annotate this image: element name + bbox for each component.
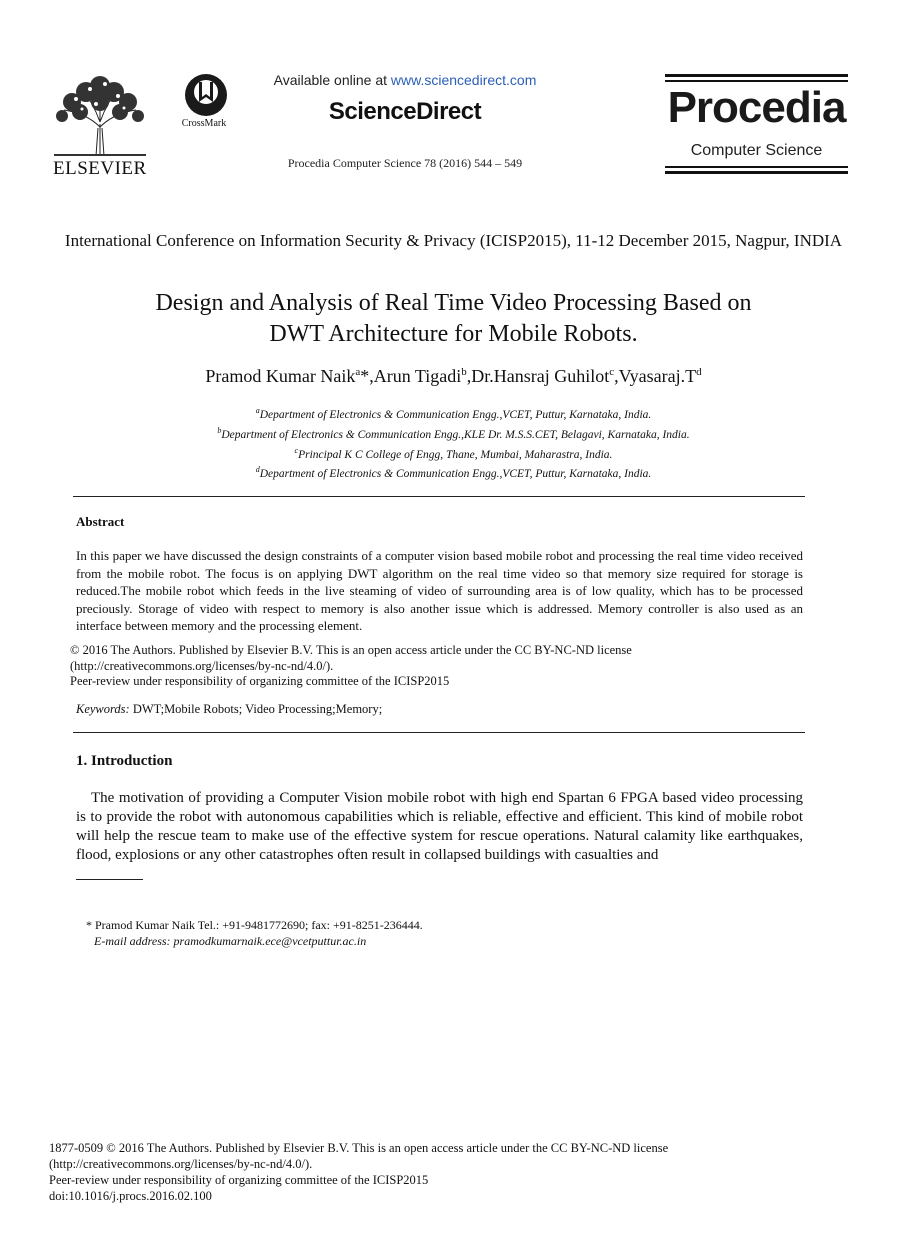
footer-license-link[interactable]: (http://creativecommons.org/licenses/by-nc-nd/4.0/). <box>49 1157 313 1171</box>
author-name: Pramod Kumar Naik <box>205 366 356 386</box>
conference-line: International Conference on Information Security & Privacy (ICISP2015), 11-12 December 2015, Nagpur, INDIA <box>64 231 843 250</box>
elsevier-wordmark: ELSEVIER <box>53 158 147 179</box>
section-heading: 1. Introduction <box>76 753 173 769</box>
procedia-name: Procedia <box>667 83 846 132</box>
footer-license: 1877-0509 © 2016 The Authors. Published by Elsevier B.V. This is an open access article under the CC BY-NC-ND license <box>49 1141 669 1155</box>
author-separator: , <box>614 366 619 386</box>
elsevier-tree-icon <box>50 72 150 158</box>
available-online <box>240 72 570 88</box>
abstract-heading: Abstract <box>76 514 125 529</box>
author-name: Vyasaraj.T <box>618 366 697 386</box>
keywords-label: Keywords: <box>76 702 130 716</box>
author-affil-sup: c <box>609 366 615 378</box>
affiliation-sup: b <box>217 425 222 435</box>
masthead <box>240 72 570 171</box>
procedia-logo <box>665 74 848 176</box>
footnote-contact: * Pramod Kumar Naik Tel.: +91-9481772690; fax: +91-8251-236444. <box>86 918 423 932</box>
keywords <box>76 702 803 717</box>
author-affil-sup: b <box>461 366 467 378</box>
procedia-rule-top-2 <box>665 80 848 82</box>
affiliation-text: Principal K C College of Engg, Thane, Mumbai, Maharastra, India. <box>298 448 613 461</box>
footnote-rule <box>76 879 143 880</box>
copyright-footer <box>49 1140 829 1204</box>
procedia-rule-top-1 <box>665 74 848 77</box>
affiliation-text: Department of Electronics & Communication Engg.,KLE Dr. M.S.S.CET, Belagavi, Karnataka, India. <box>221 428 690 441</box>
author-affil-sup: d <box>696 366 702 378</box>
corresponding-mark: * <box>360 366 370 386</box>
introduction-text: The motivation of providing a Computer Vision mobile robot with high end Spartan 6 FPGA based video processing is to provide the robot with autonomous capabilities which is reliable, effective and efficient. This kind of mobile robot will help the rescue team to make use of the effective system for rescue operations. Natural calamity like earthquakes, flood, explosions or any other catastrophes often result in collapsed buildings with casualties and <box>76 790 803 863</box>
footer-doi[interactable]: doi:10.1016/j.procs.2016.02.100 <box>49 1189 212 1203</box>
footnote-email <box>86 933 806 949</box>
title-line-2: DWT Architecture for Mobile Robots. <box>269 321 638 347</box>
peer-review-line: Peer-review under responsibility of organizing committee of the ICISP2015 <box>70 674 450 688</box>
footer-peer-review: Peer-review under responsibility of organizing committee of the ICISP2015 <box>49 1173 429 1187</box>
journal-citation: Procedia Computer Science 78 (2016) 544 – 549 <box>287 156 523 170</box>
author-list <box>60 366 847 387</box>
affiliation-list <box>60 403 847 482</box>
author-affil-sup: a <box>355 366 361 378</box>
divider-bottom <box>73 732 805 733</box>
license-block <box>70 643 810 690</box>
license-link[interactable]: (http://creativecommons.org/licenses/by-nc-nd/4.0/). <box>70 658 334 673</box>
sciencedirect-wordmark: ScienceDirect <box>328 98 482 125</box>
footnote <box>86 917 806 949</box>
affiliation-item <box>60 462 847 482</box>
procedia-rule-bottom-1 <box>665 166 848 168</box>
affiliation-item <box>60 403 847 423</box>
crossmark-label: CrossMark <box>181 118 227 129</box>
email-address[interactable]: pramodkumarnaik.ece@vcetputtur.ac.in <box>170 934 367 948</box>
sciencedirect-link[interactable]: www.sciencedirect.com <box>390 72 537 88</box>
procedia-rule-bottom-2 <box>665 171 848 174</box>
crossmark-icon <box>182 72 230 118</box>
abstract-text: In this paper we have discussed the design constraints of a computer vision based mobile robot and processing the real time video received from the mobile robot. The focus is on applying DWT algorithm on the real time video so that memory size required for storage is reduced.The mobile robot which feeds in the live steaming of video of surrounding area is of low quality, which has to be processed preciously. Storage of video with respect to memory is also another issue which is addressed. Memory controller is also used as an interface between memory and the processing element. <box>76 548 803 633</box>
affiliation-item <box>60 423 847 443</box>
elsevier-logo <box>50 72 150 180</box>
author-name: Dr.Hansraj Guhilot <box>471 366 610 386</box>
affiliation-sup: c <box>294 445 299 455</box>
affiliation-sup: d <box>255 465 260 475</box>
affiliation-sup: a <box>255 406 260 415</box>
procedia-subtitle: Computer Science <box>690 142 823 159</box>
affiliation-text: Department of Electronics & Communication Engg.,VCET, Puttur, Karnataka, India. <box>259 408 652 421</box>
affiliation-text: Department of Electronics & Communication Engg.,VCET, Puttur, Karnataka, India. <box>259 468 652 481</box>
author-name: Arun Tigadi <box>373 366 462 386</box>
available-prefix: Available online at <box>273 72 391 88</box>
divider-top <box>73 496 805 497</box>
paper-title <box>60 288 847 350</box>
author-separator: , <box>369 366 374 386</box>
keywords-value: DWT;Mobile Robots; Video Processing;Memory; <box>129 702 383 716</box>
crossmark-badge[interactable] <box>176 72 232 134</box>
license-line: © 2016 The Authors. Published by Elsevier B.V. This is an open access article under the CC BY-NC-ND license <box>70 643 632 657</box>
title-line-1: Design and Analysis of Real Time Video Processing Based on <box>155 290 752 316</box>
author-separator: , <box>466 366 472 386</box>
affiliation-item <box>60 443 847 463</box>
email-label: E-mail address: <box>94 934 171 948</box>
